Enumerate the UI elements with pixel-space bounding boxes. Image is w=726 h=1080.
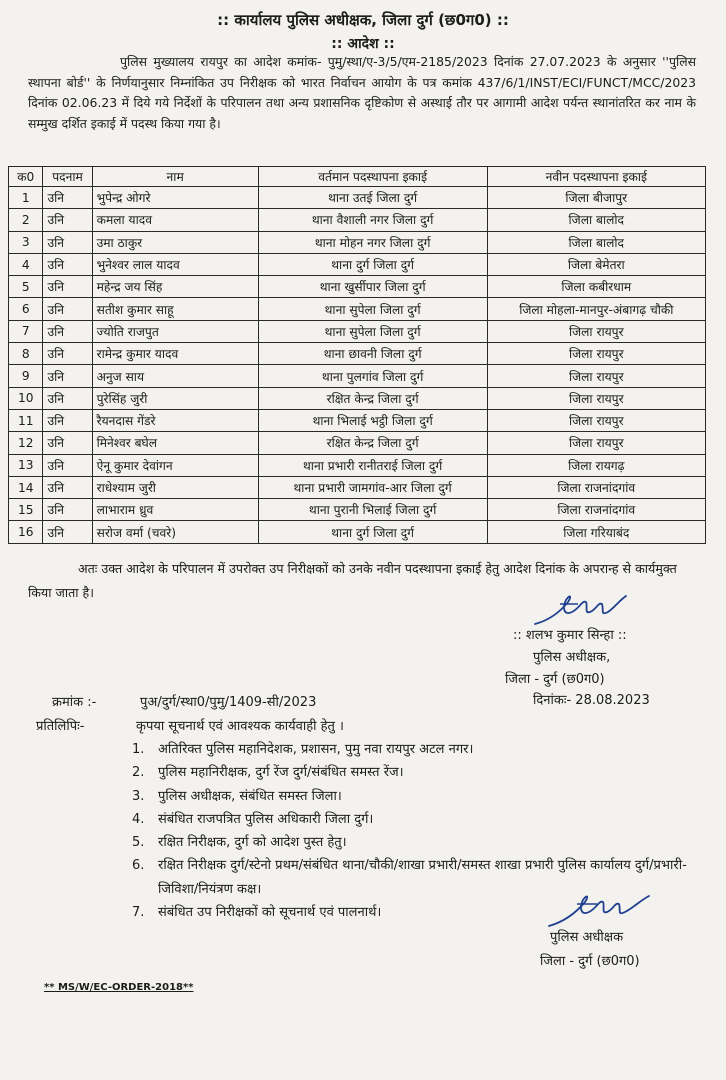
cell-name: लाभाराम ध्रुव: [92, 499, 258, 521]
footer-code: ** MS/W/EC-ORDER-2018**: [44, 982, 194, 993]
table-row: [9, 432, 706, 454]
office-title: :: कार्यालय पुलिस अधीक्षक, जिला दुर्ग (छ0ग0) ::: [217, 11, 509, 29]
cell-current-posting: थाना उतई जिला दुर्ग: [258, 187, 487, 209]
cell-rank: उनि: [43, 276, 92, 298]
cell-current-posting: थाना दुर्ग जिला दुर्ग: [258, 521, 487, 543]
cell-serial: 16: [9, 521, 43, 543]
copy-to-item-number: 5.: [132, 835, 145, 851]
cell-name: ज्योति राजपुत: [92, 320, 258, 342]
signatory-block-bottom: [540, 926, 700, 974]
cell-rank: उनि: [43, 343, 92, 365]
cell-current-posting: थाना प्रभारी जामगांव-आर जिला दुर्ग: [258, 476, 487, 498]
cell-new-posting: जिला मोहला-मानपुर-अंबागढ़ चौकी: [487, 298, 705, 320]
copy-to-item-text: रक्षित निरीक्षक, दुर्ग को आदेश पुस्त हेतु।: [158, 835, 347, 851]
col-header-serial: क0: [9, 167, 43, 187]
signature-mark-top: [530, 590, 630, 630]
cell-current-posting: थाना पुरानी भिलाई जिला दुर्ग: [258, 499, 487, 521]
cell-current-posting: थाना छावनी जिला दुर्ग: [258, 343, 487, 365]
table-row: [9, 365, 706, 387]
cell-name: पुरेसिंह जुरी: [92, 387, 258, 409]
cell-current-posting: थाना पुलगांव जिला दुर्ग: [258, 365, 487, 387]
cell-current-posting: थाना सुपेला जिला दुर्ग: [258, 298, 487, 320]
cell-rank: उनि: [43, 454, 92, 476]
cell-current-posting: थाना खुर्सीपार जिला दुर्ग: [258, 276, 487, 298]
copy-to-item: [132, 808, 692, 831]
cell-name: रामेन्द्र कुमार यादव: [92, 343, 258, 365]
table-row: [9, 231, 706, 253]
copy-to-item-text: संबंधित राजपत्रित पुलिस अधिकारी जिला दुर्ग।: [158, 811, 374, 827]
cell-serial: 8: [9, 343, 43, 365]
cell-rank: उनि: [43, 187, 92, 209]
cell-serial: 1: [9, 187, 43, 209]
table-row: [9, 343, 706, 365]
cell-new-posting: जिला रायपुर: [487, 343, 705, 365]
table-row: [9, 499, 706, 521]
copy-to-item-text: रक्षित निरीक्षक दुर्ग/स्टेनो प्रथम/संबंधित थाना/चौकी/शाखा प्रभारी/समस्त शाखा प्रभारी पुलिस कार्यालय दुर्ग/प्रभारी- जिविशा/नियंत्रण कक्ष।: [158, 858, 687, 897]
cell-new-posting: जिला कबीरधाम: [487, 276, 705, 298]
cell-new-posting: जिला रायपुर: [487, 387, 705, 409]
copy-to-item-text: संबंधित उप निरीक्षकों को सूचनार्थ एवं पालनार्थ।: [158, 905, 382, 921]
cell-current-posting: थाना दुर्ग जिला दुर्ग: [258, 253, 487, 275]
closing-paragraph: अतः उक्त आदेश के परिपालन में उपरोक्त उप निरीक्षकों को उनके नवीन पदस्थापना इकाई हेतु आदेश दिनांक के अपरान्ह से कार्यमुक्त किया जाता है।: [28, 561, 677, 600]
signatory-district: जिला - दुर्ग (छ0ग0): [505, 672, 605, 687]
cell-name: सरोज वर्मा (चवरे): [92, 521, 258, 543]
col-header-current-posting: वर्तमान पदस्थापना इकाई: [258, 167, 487, 187]
table-row: [9, 320, 706, 342]
cell-serial: 10: [9, 387, 43, 409]
copy-to-intro: कृपया सूचनार्थ एवं आवश्यक कार्यवाही हेतु ।: [136, 719, 344, 734]
cell-new-posting: जिला बीजापुर: [487, 187, 705, 209]
cell-current-posting: रक्षित केन्द्र जिला दुर्ग: [258, 432, 487, 454]
cell-rank: उनि: [43, 432, 92, 454]
col-header-new-posting: नवीन पदस्थापना इकाई: [487, 167, 705, 187]
cell-name: भुपेन्द्र ओगरे: [92, 187, 258, 209]
cell-name: महेन्द्र जय सिंह: [92, 276, 258, 298]
cell-name: सतीश कुमार साहू: [92, 298, 258, 320]
cell-current-posting: थाना सुपेला जिला दुर्ग: [258, 320, 487, 342]
signatory-name: :: शलभ कुमार सिन्हा ::: [513, 628, 627, 643]
order-title: :: आदेश ::: [331, 36, 395, 52]
cell-serial: 12: [9, 432, 43, 454]
cell-serial: 5: [9, 276, 43, 298]
cell-name: अनुज साय: [92, 365, 258, 387]
reference-line: [52, 692, 317, 710]
order-date: [533, 690, 650, 708]
signature-mark-bottom: [545, 890, 655, 930]
col-header-rank: पदनाम: [43, 167, 92, 187]
cell-new-posting: जिला बेमेतरा: [487, 253, 705, 275]
copy-to-item: [132, 785, 692, 808]
table-row: [9, 476, 706, 498]
cell-name: भुनेश्वर लाल यादव: [92, 253, 258, 275]
table-row: [9, 187, 706, 209]
cell-serial: 3: [9, 231, 43, 253]
cell-rank: उनि: [43, 231, 92, 253]
date-value: 28.08.2023: [575, 693, 650, 708]
cell-new-posting: जिला बालोद: [487, 209, 705, 231]
cell-current-posting: थाना भिलाई भट्ठी जिला दुर्ग: [258, 409, 487, 431]
cell-name: राधेश्याम जुरी: [92, 476, 258, 498]
cell-name: रैयनदास गेंडरे: [92, 409, 258, 431]
col-header-name: नाम: [92, 167, 258, 187]
cell-serial: 15: [9, 499, 43, 521]
signatory-bottom-designation: पुलिस अधीक्षक: [550, 930, 624, 945]
cell-serial: 9: [9, 365, 43, 387]
copy-to-item-number: 7.: [132, 905, 145, 921]
cell-rank: उनि: [43, 521, 92, 543]
copy-to-item-text: पुलिस अधीक्षक, संबंधित समस्त जिला।: [158, 788, 342, 804]
copy-to-item-number: 6.: [132, 858, 145, 874]
cell-rank: उनि: [43, 209, 92, 231]
cell-rank: उनि: [43, 298, 92, 320]
copy-to-item-number: 3.: [132, 788, 145, 804]
date-label: दिनांकः-: [533, 693, 572, 708]
table-row: [9, 298, 706, 320]
transfer-table: [8, 166, 706, 544]
table-row: [9, 387, 706, 409]
table-row: [9, 454, 706, 476]
cell-current-posting: थाना मोहन नगर जिला दुर्ग: [258, 231, 487, 253]
cell-new-posting: जिला बालोद: [487, 231, 705, 253]
table-row: [9, 521, 706, 543]
table-row: [9, 276, 706, 298]
copy-to-item: [132, 738, 692, 761]
cell-new-posting: जिला रायपुर: [487, 365, 705, 387]
signatory-designation: पुलिस अधीक्षक,: [533, 650, 611, 665]
signatory-bottom-district: जिला - दुर्ग (छ0ग0): [540, 954, 640, 969]
copy-to-item-number: 1.: [132, 742, 145, 757]
cell-current-posting: थाना प्रभारी रानीतराई जिला दुर्ग: [258, 454, 487, 476]
copy-to-label: प्रतिलिपिः-: [36, 719, 85, 734]
cell-rank: उनि: [43, 365, 92, 387]
cell-name: ऐनू कुमार देवांगन: [92, 454, 258, 476]
reference-label: क्रमांक :-: [52, 695, 97, 710]
copy-to-item: [132, 761, 692, 784]
cell-current-posting: थाना वैशाली नगर जिला दुर्ग: [258, 209, 487, 231]
cell-new-posting: जिला रायपुर: [487, 432, 705, 454]
copy-to-item-text: अतिरिक्त पुलिस महानिदेशक, प्रशासन, पुमु नवा रायपुर अटल नगर।: [158, 742, 474, 757]
cell-serial: 7: [9, 320, 43, 342]
cell-serial: 13: [9, 454, 43, 476]
intro-paragraph: पुलिस मुख्यालय रायपुर का आदेश कमांक- पुमु/स्था/ए-3/5/एम-2185/2023 दिनांक 27.07.2023 के अनुसार ''पुलिस स्थापना बोर्ड'' के निर्णयानुसार निम्नांकित उप निरीक्षक को भारत निर्वाचन आयोग के पत्र कमांक 437/6/1/INST/ECI/FUNCT/MCC/2023 दिनांक 02.06.23 में दिये गये निर्देशों के परिपालन तथा अन्य प्रशासनिक दृष्टिकोण से अस्थाई तौर पर आगामी आदेश पर्यन्त स्थानांतरित कर नाम के सम्मुख दर्शित इकाई में पदस्थ किया गया है।: [28, 54, 696, 131]
cell-serial: 6: [9, 298, 43, 320]
copy-to-item: [132, 831, 692, 854]
copy-to-line: [36, 716, 344, 734]
cell-new-posting: जिला राजनांदगांव: [487, 476, 705, 498]
copy-to-item-text: पुलिस महानिरीक्षक, दुर्ग रेंज दुर्ग/संबंधित समस्त रेंज।: [158, 765, 404, 781]
cell-name: कमला यादव: [92, 209, 258, 231]
cell-new-posting: जिला राजनांदगांव: [487, 499, 705, 521]
cell-new-posting: जिला रायगढ़: [487, 454, 705, 476]
cell-new-posting: जिला रायपुर: [487, 320, 705, 342]
copy-to-item-number: 4.: [132, 811, 145, 827]
cell-new-posting: जिला गरियाबंद: [487, 521, 705, 543]
cell-name: उमा ठाकुर: [92, 231, 258, 253]
cell-rank: उनि: [43, 253, 92, 275]
cell-serial: 14: [9, 476, 43, 498]
cell-serial: 4: [9, 253, 43, 275]
cell-rank: उनि: [43, 320, 92, 342]
cell-rank: उनि: [43, 387, 92, 409]
cell-serial: 11: [9, 409, 43, 431]
table-row: [9, 409, 706, 431]
cell-new-posting: जिला रायपुर: [487, 409, 705, 431]
cell-name: मिनेश्वर बघेल: [92, 432, 258, 454]
table-header-row: [9, 167, 706, 187]
copy-to-item-number: 2.: [132, 765, 145, 781]
signatory-block: [505, 625, 705, 691]
reference-number: पुअ/दुर्ग/स्था0/पुमु/1409-सी/2023: [140, 695, 317, 710]
cell-rank: उनि: [43, 409, 92, 431]
table-row: [9, 209, 706, 231]
cell-rank: उनि: [43, 476, 92, 498]
cell-rank: उनि: [43, 499, 92, 521]
table-body: [9, 187, 706, 544]
table-row: [9, 253, 706, 275]
cell-current-posting: रक्षित केन्द्र जिला दुर्ग: [258, 387, 487, 409]
cell-serial: 2: [9, 209, 43, 231]
